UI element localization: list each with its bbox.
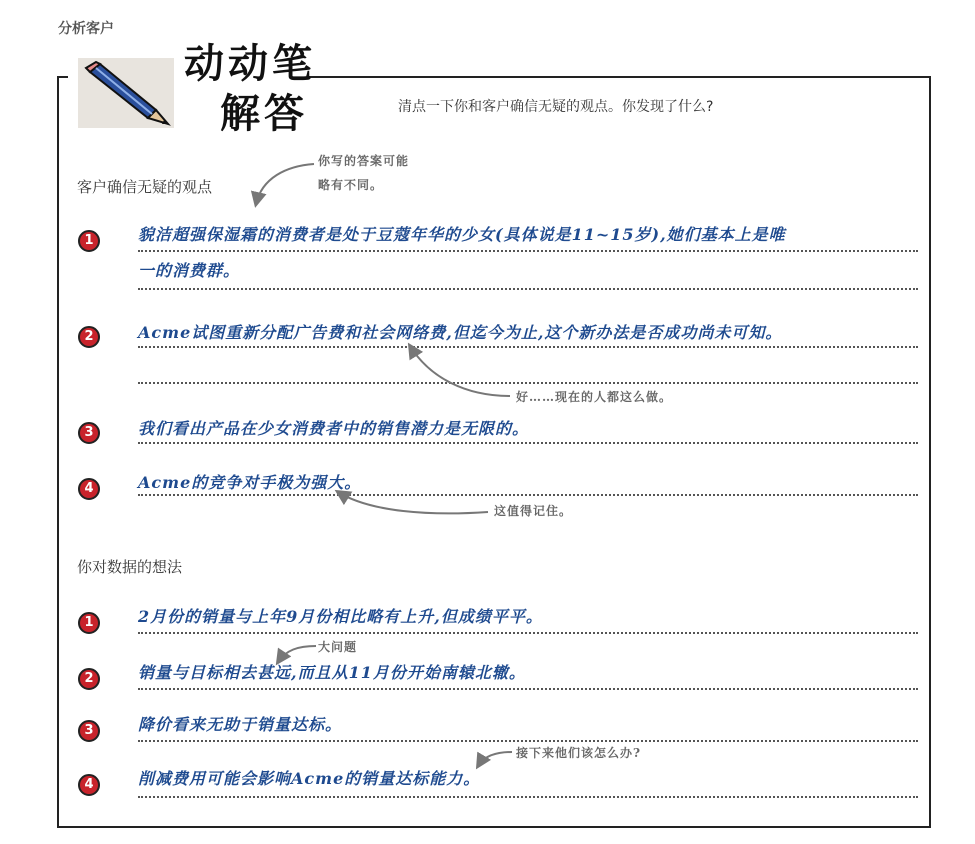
part1-item4-note: 这值得记住。 (494, 504, 573, 518)
part2-item4-note: 接下来他们该怎么办? (516, 746, 642, 760)
title-line2: 解答 (220, 90, 308, 137)
answer-line (138, 796, 918, 798)
answer-line (138, 288, 918, 290)
part2-item1-text: 2月份的销量与上年9月份相比略有上升,但成绩平平。 (138, 607, 543, 626)
answer-line (138, 442, 918, 444)
part1-item2-note: 好……现在的人都这么做。 (516, 390, 673, 404)
title-line1: 动动笔 (184, 40, 316, 87)
part1-heading: 客户确信无疑的观点 (77, 178, 213, 196)
part2-item2-text: 销量与目标相去甚远,而且从11月份开始南辕北辙。 (138, 663, 526, 682)
subtitle: 清点一下你和客户确信无疑的观点。你发现了什么? (398, 99, 714, 115)
part2-item4-text: 削减费用可能会影响Acme的销量达标能力。 (138, 769, 481, 788)
item-number-badge: 1 (78, 230, 100, 252)
item-number-badge: 2 (78, 326, 100, 348)
answer-line (138, 250, 918, 252)
item-number-badge: 3 (78, 720, 100, 742)
part1-item2-text: Acme试图重新分配广告费和社会网络费,但迄今为止,这个新办法是否成功尚未可知。 (138, 323, 783, 342)
part2-heading: 你对数据的想法 (77, 558, 183, 576)
item-number-badge: 2 (78, 668, 100, 690)
item-number-badge: 3 (78, 422, 100, 444)
part1-item1-line2: 一的消费群。 (138, 261, 241, 280)
part2-item2-note: 大问题 (318, 640, 358, 654)
part1-item3-text: 我们看出产品在少女消费者中的销售潜力是无限的。 (138, 419, 530, 438)
item-number-badge: 1 (78, 612, 100, 634)
answer-line (138, 688, 918, 690)
part1-item4-text: Acme的竞争对手极为强大。 (138, 473, 362, 492)
section-label: 分析客户 (58, 21, 114, 37)
part2-item3-text: 降价看来无助于销量达标。 (138, 715, 343, 734)
answer-line (138, 740, 918, 742)
part1-note-line2: 略有不同。 (318, 178, 384, 192)
answer-line (138, 632, 918, 634)
pencil-icon (78, 58, 174, 128)
item-number-badge: 4 (78, 774, 100, 796)
part1-note-line1: 你写的答案可能 (318, 154, 410, 168)
answer-line (138, 346, 918, 348)
answer-line (138, 382, 918, 384)
item-number-badge: 4 (78, 478, 100, 500)
answer-line (138, 494, 918, 496)
part1-item1-line1: 貌洁超强保湿霜的消费者是处于豆蔻年华的少女(具体说是11~15岁),她们基本上是唯 (138, 225, 786, 244)
